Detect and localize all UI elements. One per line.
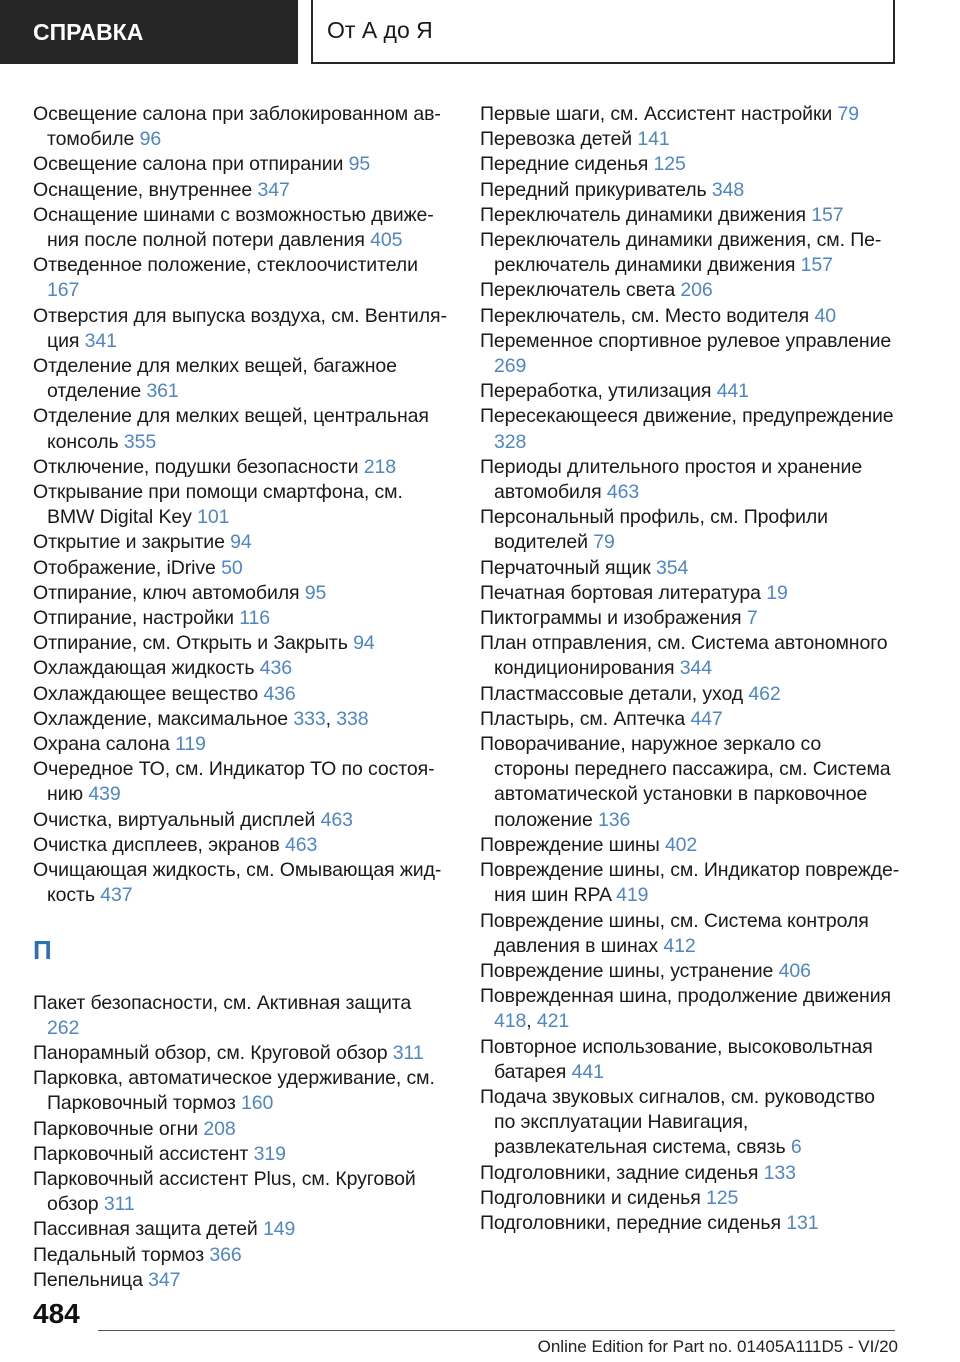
page-link[interactable]: 311 (103, 1193, 135, 1216)
page-link[interactable]: 347 (257, 178, 290, 201)
index-term: Переключатель динамики движения, см. Переключатель динамики движения (480, 229, 882, 277)
index-entry (480, 505, 900, 555)
page-link[interactable]: 160 (241, 1092, 274, 1115)
index-term: Охрана салона (33, 733, 170, 756)
page-link[interactable]: 167 (47, 279, 80, 302)
page-link[interactable]: 341 (84, 329, 117, 352)
index-entry (480, 959, 900, 984)
index-entry (480, 732, 900, 833)
index-term: Переработка, утилизация (480, 380, 712, 403)
page-link[interactable]: 361 (146, 380, 179, 403)
index-term: Педальный тормоз (33, 1243, 205, 1266)
page-link[interactable]: 206 (680, 279, 713, 302)
index-term: Повторное использование, высоковольтная батарея (480, 1035, 873, 1083)
page-link[interactable]: 436 (263, 682, 296, 705)
index-term: Подголовники, задние сиденья (480, 1161, 759, 1184)
page-link[interactable]: 50 (221, 556, 243, 579)
index-entry (33, 1041, 447, 1066)
page-link[interactable]: 40 (814, 304, 836, 327)
index-entry (33, 732, 447, 757)
page-link[interactable]: 418 (494, 1010, 527, 1033)
page-link[interactable]: 437 (100, 884, 133, 907)
index-term: Очередное ТО, см. Индикатор ТО по состоянию (33, 758, 435, 806)
index-term: Панорамный обзор, см. Круговой обзор (33, 1041, 388, 1064)
page-link[interactable]: 116 (239, 607, 271, 630)
index-term: Отпирание, настройки (33, 607, 234, 630)
page-link[interactable]: 79 (837, 103, 860, 125)
index-term: Подголовники, передние сиденья (480, 1211, 781, 1234)
page-link[interactable]: 141 (637, 128, 670, 151)
index-term: Повреждение шины (480, 833, 660, 856)
index-entry (33, 1243, 447, 1268)
page-link[interactable]: 96 (139, 128, 162, 151)
page-link[interactable]: 463 (606, 481, 640, 504)
page-link[interactable]: 157 (800, 254, 833, 277)
index-entry (480, 102, 900, 127)
index-term: Пластмассовые детали, уход (480, 682, 744, 705)
index-term: Пепельница (33, 1268, 143, 1291)
index-term: Оснащение, внутреннее (33, 178, 253, 201)
section-tab: СПРАВКА (0, 0, 298, 64)
page-link[interactable]: 344 (679, 657, 712, 680)
page-link[interactable]: 338 (336, 707, 369, 730)
index-term: Пластырь, см. Аптечка (480, 707, 686, 730)
index-entry (480, 152, 900, 177)
index-term: Переключатель, см. Место водителя (480, 304, 810, 327)
index-entry (480, 556, 900, 581)
index-term: Периоды длительного простоя и хранение автомобиля (480, 455, 863, 504)
index-term: Парковочный ассистент Plus, см. Круговой обзор (33, 1167, 416, 1216)
index-term: Парковочные огни (33, 1117, 199, 1140)
index-entry (33, 203, 447, 253)
footer-edition: Online Edition for Part no. 01405A111D5 - VI/20 (537, 1337, 898, 1356)
index-entry (480, 631, 900, 681)
footer-divider (98, 1330, 895, 1331)
index-entry (33, 707, 447, 732)
page-link[interactable]: 19 (766, 581, 788, 604)
index-entry (33, 530, 447, 555)
page-link[interactable]: 133 (763, 1161, 796, 1184)
index-entry (480, 203, 900, 228)
page-link[interactable]: 95 (304, 581, 327, 604)
page-link[interactable]: 269 (494, 355, 527, 378)
index-term: Очистка дисплеев, экранов (33, 833, 280, 856)
index-term: Охлаждающая жидкость (33, 657, 255, 680)
page-link[interactable]: 319 (253, 1142, 286, 1165)
page-link[interactable]: 94 (230, 531, 252, 554)
index-term: Персональный профиль, см. Профили водителей (480, 506, 828, 554)
index-term: Охлаждение, максимальное (33, 707, 289, 730)
index-column-left (33, 102, 447, 1293)
index-term: Освещение салона при заблокированном автомобиле (33, 103, 441, 151)
index-term: Первые шаги, см. Ассистент настройки (480, 103, 833, 125)
index-entry (480, 833, 900, 858)
index-entry (33, 1268, 447, 1293)
page-link[interactable]: 136 (598, 808, 631, 831)
index-term: Парковка, автоматическое удерживание, см. Парковочный тормоз (33, 1067, 435, 1115)
page-link[interactable]: 79 (593, 531, 615, 554)
index-entry (480, 858, 900, 908)
page-link[interactable]: 441 (571, 1060, 604, 1083)
index-term: Пиктограммы и изображения (480, 607, 742, 630)
page-link[interactable]: 355 (123, 430, 157, 453)
page-link[interactable]: 421 (536, 1010, 570, 1033)
index-term: Переключатель динамики движения (480, 203, 806, 226)
index-entry (480, 455, 900, 505)
index-term: Поврежденная шина, продолжение движения (480, 985, 891, 1008)
page-link[interactable]: 131 (786, 1211, 819, 1234)
index-term: Отпирание, см. Открыть и Закрыть (33, 632, 348, 655)
page-link[interactable]: 441 (716, 380, 749, 403)
page-link[interactable]: 101 (197, 506, 230, 529)
index-term: Открывание при помощи смартфона, см. BMW Digital Key (33, 481, 403, 529)
index-entry (480, 127, 900, 152)
index-entry (480, 304, 900, 329)
index-term: Оснащение шинами с возможностью движения после полной потери давления (33, 203, 434, 252)
index-entry (33, 455, 447, 480)
index-entry (480, 606, 900, 631)
index-column-right (480, 102, 900, 1236)
index-term: Отделение для мелких вещей, центральная консоль (33, 405, 429, 453)
index-term: Отпирание, ключ автомобиля (33, 581, 300, 604)
page-link[interactable]: 354 (656, 556, 689, 579)
page-link[interactable]: 348 (711, 178, 745, 201)
index-term: Пакет безопасности, см. Активная защита (33, 991, 412, 1014)
index-entry (480, 1186, 900, 1211)
index-entry (480, 228, 900, 278)
index-entry (33, 480, 447, 530)
index-term: Перчаточный ящик (480, 556, 651, 579)
subsection-title: От А до Я (311, 0, 895, 64)
page-link[interactable]: 333 (293, 707, 326, 730)
index-list-o (33, 102, 447, 909)
index-entry (480, 1085, 900, 1161)
index-term: Переключатель света (480, 279, 676, 302)
index-term: Передние сиденья (480, 153, 649, 176)
index-term: Печатная бортовая литература (480, 581, 761, 604)
page-link[interactable]: 311 (392, 1041, 424, 1064)
page-link[interactable]: 463 (284, 833, 318, 856)
index-list-p (33, 991, 447, 1293)
index-term: Поворачивание, наружное зеркало со стороны переднего пассажира, см. Система автоматической установки в парковочное положение (480, 733, 891, 831)
index-term: Отображение, iDrive (33, 556, 216, 579)
index-entry (33, 606, 447, 631)
index-entry (33, 581, 447, 606)
index-entry (480, 178, 900, 203)
page-separator: , (325, 707, 331, 730)
page-link[interactable]: 462 (748, 682, 781, 705)
page-link[interactable]: 405 (370, 229, 403, 252)
index-entry (33, 354, 447, 404)
page-link[interactable]: 463 (320, 808, 353, 831)
index-term: Отделение для мелких вещей, багажное отделение (33, 355, 397, 403)
index-term: Парковочный ассистент (33, 1142, 249, 1165)
page-link[interactable]: 95 (348, 153, 371, 176)
index-entry (33, 102, 447, 152)
index-entry (480, 1035, 900, 1085)
index-entry (33, 858, 447, 908)
index-term: Очищающая жидкость, см. Омывающая жидкость (33, 859, 442, 907)
index-term: Повреждение шины, см. Индикатор повреждения шин RPA (480, 859, 900, 907)
index-term: План отправления, см. Система автономного кондиционирования (480, 632, 888, 680)
page-link[interactable]: 402 (664, 833, 698, 856)
index-term: Передний прикуриватель (480, 178, 707, 201)
index-entry (33, 991, 447, 1041)
index-entry (480, 581, 900, 606)
index-entry (33, 253, 447, 303)
page-link[interactable]: 6 (790, 1136, 802, 1159)
page-link[interactable]: 208 (203, 1117, 236, 1140)
page-link[interactable]: 149 (263, 1218, 296, 1241)
index-entry (33, 152, 447, 177)
page-link[interactable]: 157 (811, 203, 844, 226)
page-number: 484 (33, 1298, 80, 1329)
page-link[interactable]: 447 (690, 707, 723, 730)
index-term: Охлаждающее вещество (33, 682, 259, 705)
index-entry (33, 1217, 447, 1242)
index-entry (33, 556, 447, 581)
index-term: Отключение, подушки безопасности (33, 455, 359, 478)
index-entry (33, 808, 447, 833)
page-link[interactable]: 366 (209, 1243, 242, 1266)
index-entry (480, 404, 900, 454)
index-entry (480, 682, 900, 707)
index-entry (33, 682, 447, 707)
index-entry (480, 278, 900, 303)
page-link[interactable]: 262 (47, 1016, 80, 1039)
index-term: Освещение салона при отпирании (33, 153, 344, 176)
page-link[interactable]: 439 (88, 783, 121, 806)
index-term: Пассивная защита детей (33, 1218, 258, 1241)
page-link[interactable]: 125 (653, 153, 686, 176)
index-entry (33, 656, 447, 681)
index-entry (480, 379, 900, 404)
index-term: Повреждение шины, устранение (480, 959, 774, 982)
index-entry (480, 329, 900, 379)
index-entry (33, 404, 447, 454)
index-entry (480, 909, 900, 959)
index-term: Подача звуковых сигналов, см. руководство по эксплуатации Навигация, развлекательная система, связь (480, 1085, 875, 1159)
index-entry (480, 707, 900, 732)
index-term: Переменное спортивное рулевое управление (480, 329, 892, 352)
page-header (0, 0, 960, 66)
section-letter: П (33, 934, 52, 965)
index-term: Очистка, виртуальный дисплей (33, 808, 316, 831)
page-link[interactable]: 7 (746, 607, 758, 630)
page-link[interactable]: 419 (616, 884, 649, 907)
page-link[interactable]: 328 (494, 430, 527, 453)
page-link[interactable]: 412 (663, 934, 696, 957)
index-term: Отведенное положение, стеклоочистители (33, 254, 418, 277)
index-entry (33, 833, 447, 858)
index-entry (33, 1066, 447, 1116)
index-term: Пересекающееся движение, предупреждение (480, 405, 894, 428)
index-entry (480, 1211, 900, 1236)
page-link[interactable]: 406 (778, 959, 811, 982)
page-separator: , (526, 1010, 532, 1033)
index-term: Отверстия для выпуска воздуха, см. Вентиляция (33, 304, 447, 352)
index-entry (33, 178, 447, 203)
index-entry (33, 1117, 447, 1142)
page-link[interactable]: 119 (175, 733, 206, 756)
index-list-p-continued (480, 102, 900, 1236)
page-link[interactable]: 94 (353, 632, 375, 655)
page-link[interactable]: 436 (259, 657, 293, 680)
page-link[interactable]: 125 (706, 1186, 739, 1209)
index-entry (480, 984, 900, 1034)
index-entry (480, 1161, 900, 1186)
index-entry (33, 1142, 447, 1167)
index-term: Повреждение шины, см. Система контроля давления в шинах (480, 909, 869, 957)
page-link[interactable]: 218 (363, 455, 397, 478)
index-entry (33, 757, 447, 807)
index-entry (33, 1167, 447, 1217)
index-term: Подголовники и сиденья (480, 1186, 701, 1209)
index-entry (33, 631, 447, 656)
index-entry (33, 304, 447, 354)
page-link[interactable]: 347 (148, 1268, 181, 1291)
index-term: Открытие и закрытие (33, 531, 225, 554)
index-term: Перевозка детей (480, 128, 633, 151)
